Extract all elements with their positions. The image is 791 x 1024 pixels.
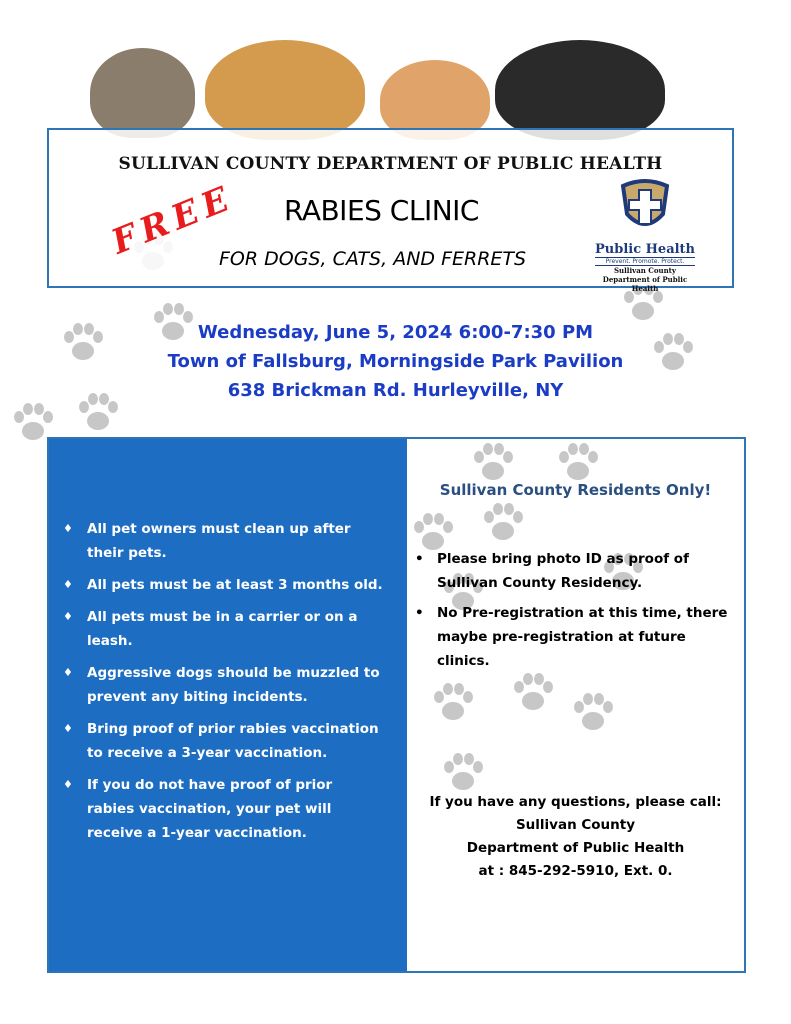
event-location: Town of Fallsburg, Morningside Park Pavilion <box>167 351 624 372</box>
event-date: Wednesday, June 5, 2024 6:00-7:30 PM <box>197 322 594 343</box>
residents-item: • No Pre-registration at this time, there maybe pre-registration at future clinics. <box>415 601 735 673</box>
logo-county: Sullivan County <box>614 266 676 275</box>
logo-dept: Department of Public Health <box>602 275 688 293</box>
tabby-cat-image <box>90 48 195 138</box>
residents-list <box>415 547 735 679</box>
contact-phone: at : 845-292-5910, Ext. 0. <box>478 863 673 879</box>
event-details <box>0 318 791 405</box>
residents-panel <box>407 439 744 971</box>
shield-cross-icon <box>619 178 671 234</box>
free-label: FREE <box>106 177 241 263</box>
residents-item: • Please bring photo ID as proof of Sullivan County Residency. <box>415 547 735 595</box>
rules-list <box>63 517 383 853</box>
contact-line: Department of Public Health <box>466 840 685 856</box>
rule-item: ♦ Aggressive dogs should be muzzled to prevent any biting incidents. <box>63 661 383 709</box>
rule-item: ♦ All pets must be at least 3 months old. <box>63 573 383 597</box>
rule-item: ♦ All pets must be in a carrier or on a leash. <box>63 605 383 653</box>
contact-line: Sullivan County <box>515 817 636 833</box>
contact-info <box>407 791 744 883</box>
header-box <box>47 128 734 293</box>
contact-line: If you have any questions, please call: <box>429 794 722 810</box>
clinic-title: RABIES CLINIC <box>284 194 479 227</box>
logo-name: Public Health <box>595 242 696 257</box>
rule-item: ♦ All pet owners must clean up after their pets. <box>63 517 383 565</box>
black-white-dog-image <box>495 40 665 140</box>
department-title: SULLIVAN COUNTY DEPARTMENT OF PUBLIC HEALTH <box>118 154 663 174</box>
logo-tagline: Prevent. Promote. Protect. <box>595 257 695 266</box>
info-box <box>47 437 746 973</box>
event-address: 638 Brickman Rd. Hurleyville, NY <box>227 380 564 401</box>
public-health-logo <box>595 178 695 293</box>
clinic-subtitle: FOR DOGS, CATS, AND FERRETS <box>219 248 527 270</box>
pets-photo <box>80 40 700 140</box>
rule-item: ♦ Bring proof of prior rabies vaccination to receive a 3-year vaccination. <box>63 717 383 765</box>
rules-panel <box>49 439 407 971</box>
rule-item: ♦ If you do not have proof of prior rabies vaccination, your pet will receive a 1-year vaccination. <box>63 773 383 845</box>
residents-title: Sullivan County Residents Only! <box>439 481 712 499</box>
golden-retriever-image <box>205 40 365 140</box>
